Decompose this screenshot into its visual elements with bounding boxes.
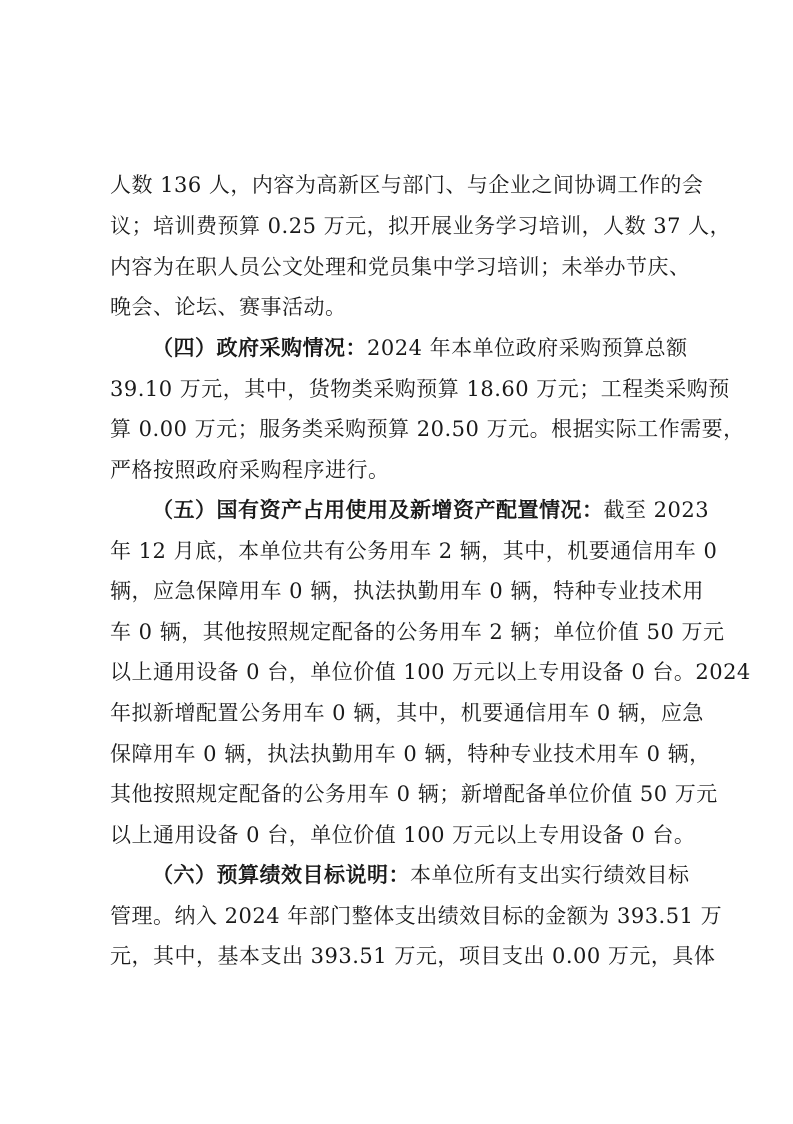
paragraph-line: 以上通用设备 0 台，单位价值 100 万元以上专用设备 0 台。2024	[110, 660, 751, 684]
paragraph-line: 人数 136 人，内容为高新区与部门、与企业之间协调工作的会	[110, 173, 704, 197]
section-first-line	[152, 497, 710, 523]
section-heading-4: （四）政府采购情况：	[152, 335, 367, 360]
paragraph-line: 保障用车 0 辆，执法执勤用车 0 辆，特种专业技术用车 0 辆，	[110, 742, 711, 766]
paragraph-line: 管理。纳入 2024 年部门整体支出绩效目标的金额为 393.51 万	[110, 904, 723, 928]
section-first-line	[152, 335, 688, 361]
paragraph-line: 元，其中，基本支出 393.51 万元，项目支出 0.00 万元，具体	[110, 944, 716, 968]
section-first-line	[152, 862, 690, 888]
paragraph-line: 年 12 月底，本单位共有公务用车 2 辆，其中，机要通信用车 0	[110, 539, 718, 563]
paragraph-line: 内容为在职人员公文处理和党员集中学习培训；未举办节庆、	[110, 255, 691, 279]
paragraph-line: 车 0 辆，其他按照规定配备的公务用车 2 辆；单位价值 50 万元	[110, 620, 725, 644]
paragraph-line: 年拟新增配置公务用车 0 辆，其中，机要通信用车 0 辆，应急	[110, 701, 704, 725]
section-first-line-text: 2024 年本单位政府采购预算总额	[367, 336, 688, 360]
paragraph-line: 算 0.00 万元；服务类采购预算 20.50 万元。根据实际工作需要，	[110, 417, 745, 441]
paragraph-line: 39.10 万元，其中，货物类采购预算 18.60 万元；工程类采购预	[110, 377, 730, 401]
paragraph-line: 其他按照规定配备的公务用车 0 辆；新增配备单位价值 50 万元	[110, 782, 718, 806]
section-first-line-text: 本单位所有支出实行绩效目标	[410, 863, 690, 887]
section-heading-5: （五）国有资产占用使用及新增资产配置情况：	[152, 497, 604, 522]
paragraph-line: 以上通用设备 0 台，单位价值 100 万元以上专用设备 0 台。	[110, 823, 696, 847]
section-heading-6: （六）预算绩效目标说明：	[152, 862, 410, 887]
paragraph-line: 晚会、论坛、赛事活动。	[110, 295, 347, 319]
paragraph-line: 议；培训费预算 0.25 万元，拟开展业务学习培训，人数 37 人，	[110, 214, 732, 238]
paragraph-line: 辆，应急保障用车 0 辆，执法执勤用车 0 辆，特种专业技术用	[110, 579, 704, 603]
paragraph-line: 严格按照政府采购程序进行。	[110, 458, 390, 482]
section-first-line-text: 截至 2023	[603, 498, 710, 522]
